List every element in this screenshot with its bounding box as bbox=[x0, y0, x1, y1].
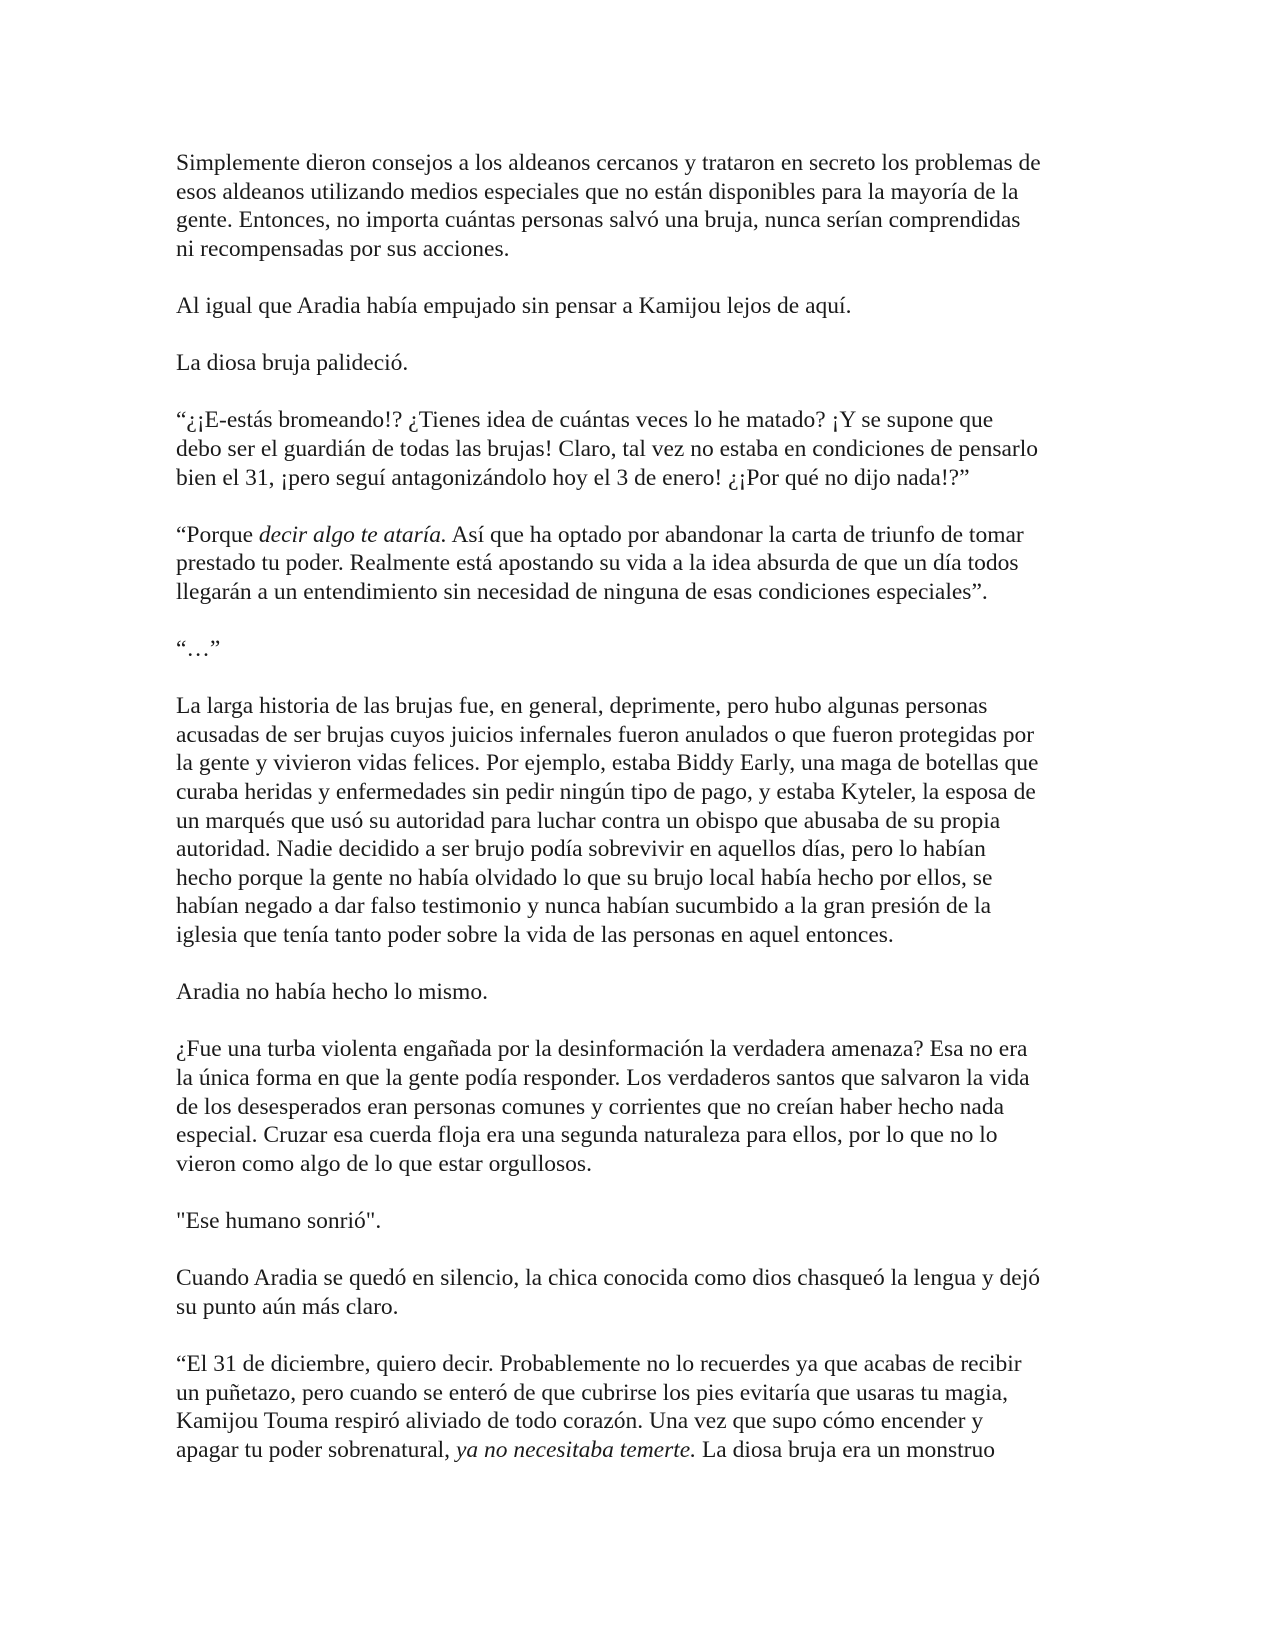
text-run: “Porque bbox=[176, 521, 259, 548]
text-line: habían negado a dar falso testimonio y nunca habían sucumbido a la gran presión de la bbox=[176, 893, 992, 920]
text-line: Al igual que Aradia había empujado sin pensar a Kamijou lejos de aquí. bbox=[176, 292, 852, 319]
text-line: Simplemente dieron consejos a los aldeanos cercanos y trataron en secreto los problemas de bbox=[176, 150, 1041, 176]
text-line bbox=[176, 521, 1106, 550]
text-line: “…” bbox=[176, 636, 221, 663]
text-line: autoridad. Nadie decidido a ser brujo podía sobrevivir en aquellos días, pero lo habían bbox=[176, 836, 986, 863]
text-line: La diosa bruja palideció. bbox=[176, 350, 409, 377]
text-line: “¿¡E-estás bromeando!? ¿Tienes idea de cuántas veces lo he matado? ¡Y se supone que bbox=[176, 407, 994, 434]
paragraph-12 bbox=[176, 1350, 1106, 1464]
text-run: La diosa bruja era un monstruo bbox=[696, 1436, 995, 1463]
text-line: Kamijou Touma respiró aliviado de todo corazón. Una vez que supo cómo encender y bbox=[176, 1408, 984, 1435]
paragraph-4 bbox=[176, 406, 1106, 492]
text-line: especial. Cruzar esa cuerda floja era una segunda naturaleza para ellos, por lo que no lo bbox=[176, 1122, 998, 1149]
italic-phrase: decir algo te ataría. bbox=[258, 521, 447, 548]
paragraph-11 bbox=[176, 1264, 1106, 1321]
text-line: gente. Entonces, no importa cuántas personas salvó una bruja, nunca serían comprendidas bbox=[176, 207, 1021, 234]
text-run: Así que ha optado por abandonar la carta de triunfo de tomar bbox=[446, 521, 1024, 548]
paragraph-5 bbox=[176, 521, 1106, 607]
text-line: La larga historia de las brujas fue, en general, deprimente, pero hubo algunas personas bbox=[176, 693, 988, 720]
text-line: un marqués que usó su autoridad para luchar contra un obispo que abusaba de su propia bbox=[176, 807, 1001, 834]
paragraph-1 bbox=[176, 149, 1106, 263]
text-line: de los desesperados eran personas comunes y corrientes que no creían haber hecho nada bbox=[176, 1093, 1005, 1120]
text-run: apagar tu poder sobrenatural, bbox=[176, 1436, 456, 1463]
paragraph-9 bbox=[176, 1035, 1106, 1178]
text-line: acusadas de ser brujas cuyos juicios infernales fueron anulados o que fueron protegidas por bbox=[176, 721, 1035, 748]
text-line: la única forma en que la gente podía responder. Los verdaderos santos que salvaron la vida bbox=[176, 1065, 1030, 1091]
text-line: Aradia no había hecho lo mismo. bbox=[176, 979, 488, 1006]
paragraph-2 bbox=[176, 292, 1106, 321]
text-line: iglesia que tenía tanto poder sobre la vida de las personas en aquel entonces. bbox=[176, 922, 894, 949]
text-line: “El 31 de diciembre, quiero decir. Probablemente no lo recuerdes ya que acabas de recibir bbox=[176, 1350, 1022, 1377]
paragraph-7 bbox=[176, 692, 1106, 949]
paragraph-3 bbox=[176, 349, 1106, 378]
text-line: hecho porque la gente no había olvidado lo que su brujo local había hecho por ellos, se bbox=[176, 864, 993, 891]
text-line: debo ser el guardián de todas las brujas! Claro, tal vez no estaba en condiciones de pensarlo bbox=[176, 435, 1039, 462]
text-line: "Ese humano sonrió". bbox=[176, 1207, 382, 1234]
text-line: ¿Fue una turba violenta engañada por la desinformación la verdadera amenaza? Esa no era bbox=[176, 1036, 1028, 1063]
text-line: llegarán a un entendimiento sin necesidad de ninguna de esas condiciones especiales”. bbox=[176, 578, 988, 605]
text-line: curaba heridas y enfermedades sin pedir ningún tipo de pago, y estaba Kyteler, la esposa de bbox=[176, 779, 1036, 806]
text-line: Cuando Aradia se quedó en silencio, la chica conocida como dios chasqueó la lengua y dejó bbox=[176, 1265, 1041, 1292]
paragraph-8 bbox=[176, 978, 1106, 1007]
text-line: prestado tu poder. Realmente está apostando su vida a la idea absurda de que un día todos bbox=[176, 550, 1019, 577]
document-page bbox=[176, 149, 1106, 1464]
text-line: ni recompensadas por sus acciones. bbox=[176, 235, 510, 262]
paragraph-10 bbox=[176, 1207, 1106, 1236]
text-line: un puñetazo, pero cuando se enteró de que cubrirse los pies evitaría que usaras tu magia, bbox=[176, 1379, 1008, 1406]
italic-phrase: ya no necesitaba temerte. bbox=[455, 1436, 697, 1463]
text-line bbox=[176, 1436, 1106, 1465]
text-line: bien el 31, ¡pero seguí antagonizándolo hoy el 3 de enero! ¿¡Por qué no dijo nada!?” bbox=[176, 464, 970, 491]
text-line: su punto aún más claro. bbox=[176, 1293, 399, 1320]
paragraph-6 bbox=[176, 635, 1106, 664]
text-line: esos aldeanos utilizando medios especiales que no están disponibles para la mayoría de la bbox=[176, 178, 1019, 205]
text-line: vieron como algo de lo que estar orgullosos. bbox=[176, 1150, 592, 1177]
text-line: la gente y vivieron vidas felices. Por ejemplo, estaba Biddy Early, una maga de botellas que bbox=[176, 750, 1039, 777]
